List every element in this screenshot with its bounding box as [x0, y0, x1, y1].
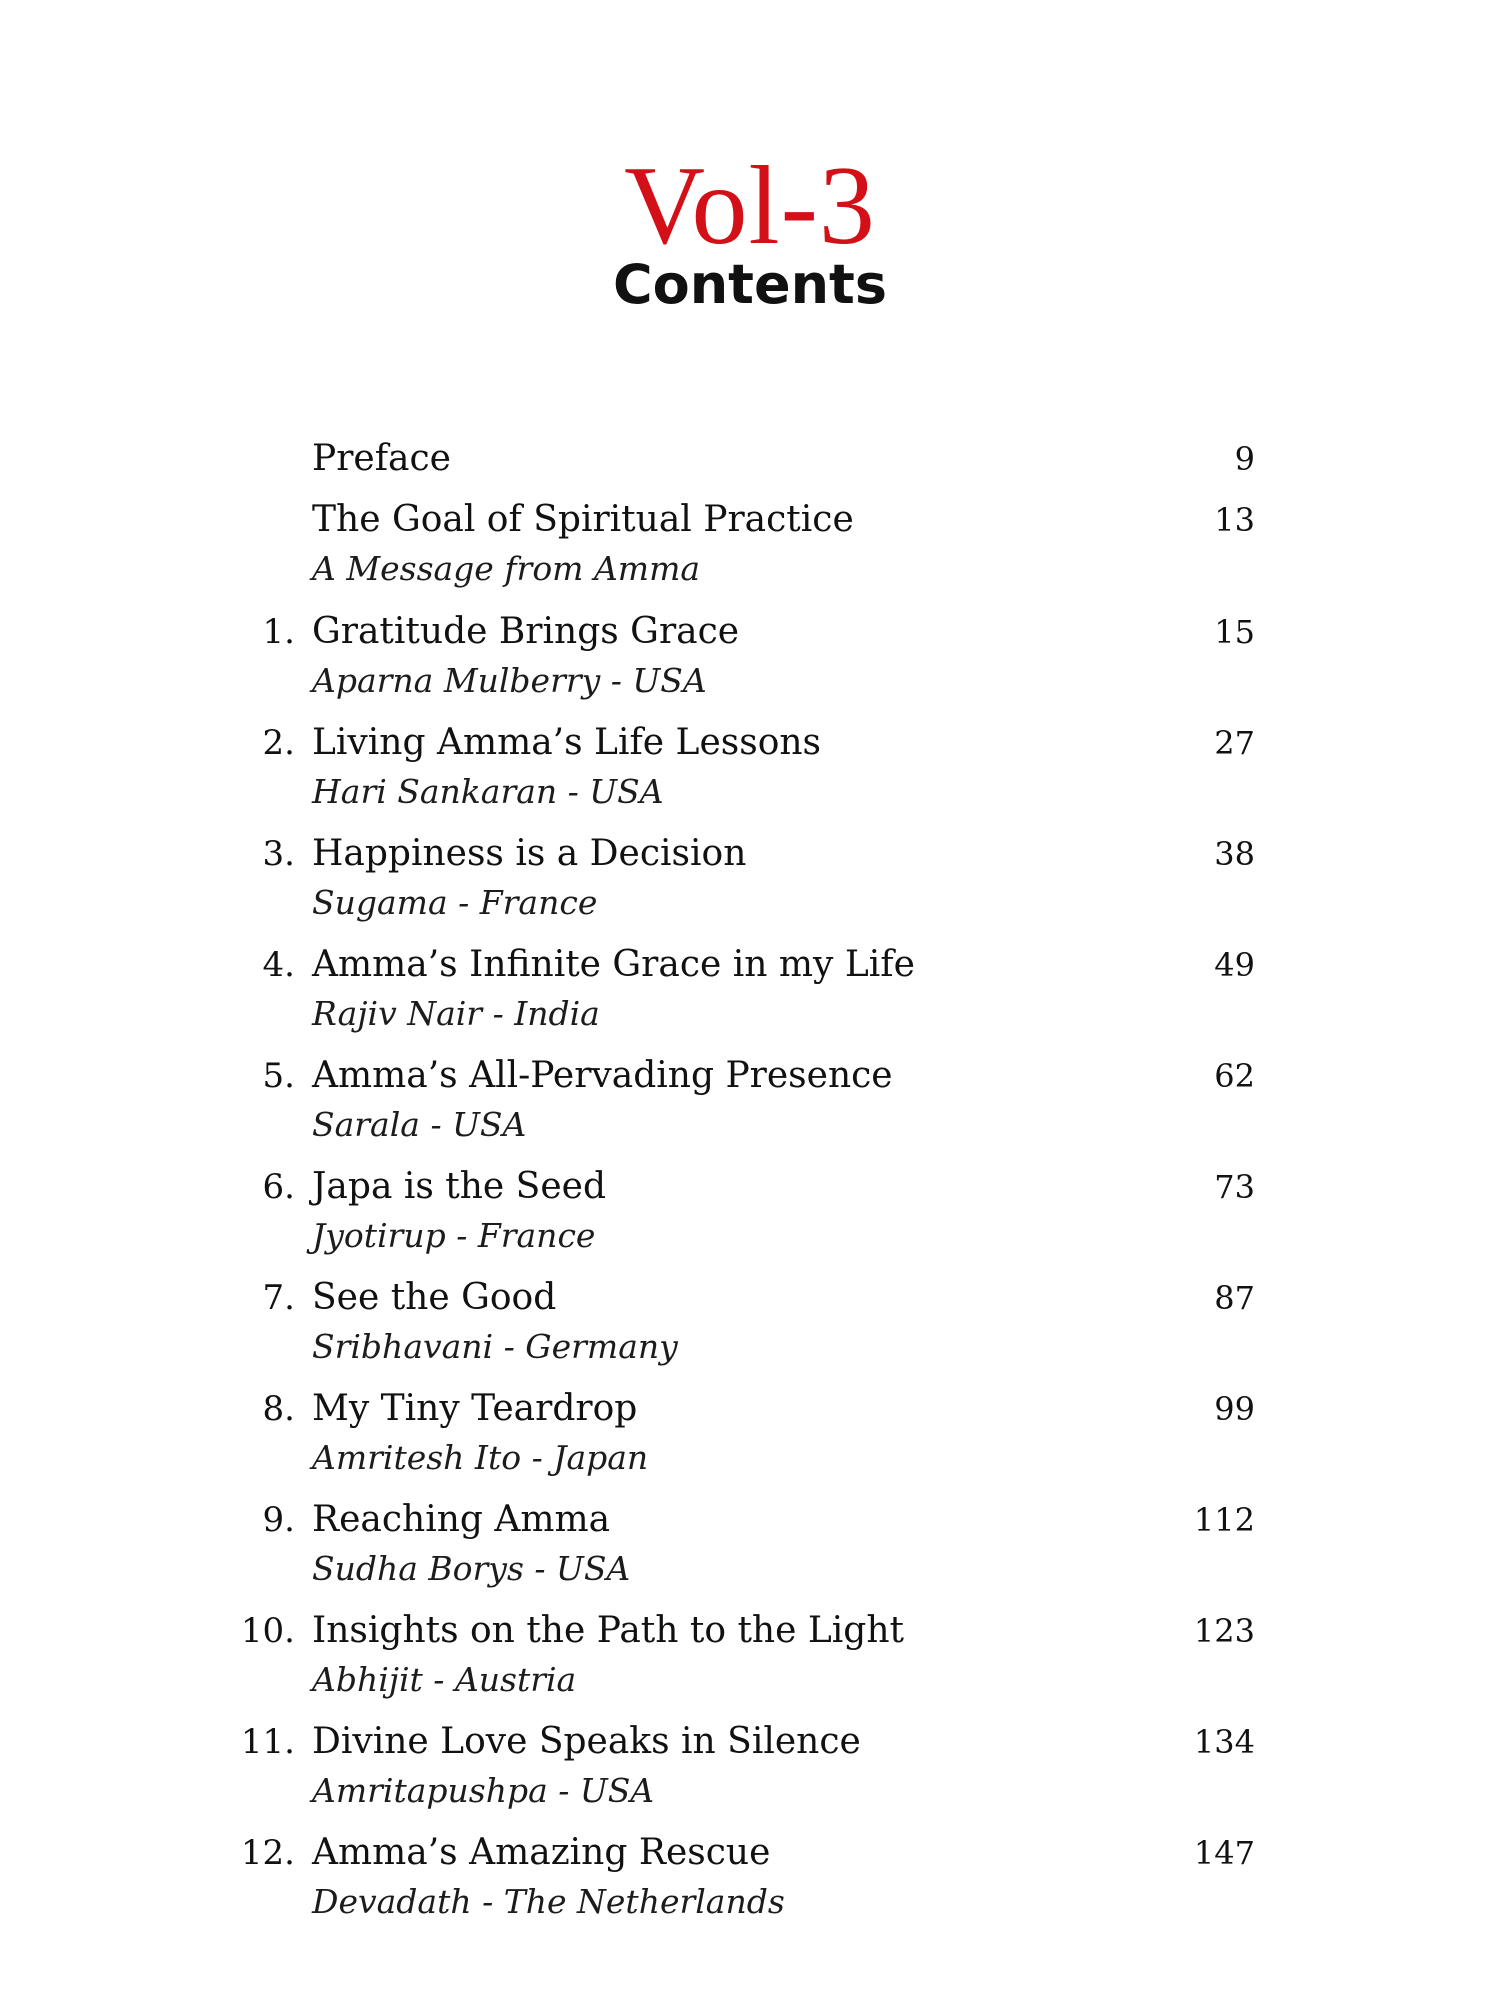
volume-title: Vol-3 [624, 144, 876, 268]
entry-page-number: 134 [1193, 1723, 1255, 1761]
contents-heading: Contents [612, 253, 887, 316]
entry-title[interactable]: Divine Love Speaks in Silence [312, 1721, 861, 1762]
entry-author: Hari Sankaran - USA [312, 772, 664, 811]
entry-page-number: 147 [1193, 1834, 1255, 1872]
entry-page-number: 87 [1214, 1279, 1255, 1317]
entry-title[interactable]: See the Good [312, 1277, 557, 1318]
entry-page-number: 99 [1214, 1390, 1255, 1428]
entry-number: 11. [240, 1722, 295, 1762]
entry-title[interactable]: My Tiny Teardrop [312, 1388, 638, 1429]
entry-page-number: 73 [1214, 1168, 1255, 1206]
entry-page-number: 49 [1214, 946, 1255, 984]
entry-number: 1. [262, 612, 295, 652]
entry-title[interactable]: The Goal of Spiritual Practice [312, 499, 854, 540]
entry-number: 9. [262, 1500, 295, 1540]
entry-title[interactable]: Amma’s Infinite Grace in my Life [312, 944, 915, 985]
entry-title[interactable]: Japa is the Seed [312, 1166, 606, 1207]
entry-number: 5. [262, 1056, 295, 1096]
entry-author: Amritesh Ito - Japan [312, 1438, 649, 1477]
entry-author: Jyotirup - France [312, 1216, 596, 1255]
entry-author: Rajiv Nair - India [312, 994, 600, 1033]
entry-page-number: 9 [1234, 440, 1255, 478]
entry-title[interactable]: Gratitude Brings Grace [312, 611, 740, 652]
entry-title[interactable]: Amma’s All-Pervading Presence [312, 1055, 893, 1096]
entry-page-number: 112 [1193, 1501, 1255, 1539]
entry-author: Sribhavani - Germany [312, 1327, 678, 1366]
entry-author: Sugama - France [312, 883, 598, 922]
entry-author: Sarala - USA [312, 1105, 527, 1144]
entry-title[interactable]: Amma’s Amazing Rescue [312, 1832, 771, 1873]
entry-page-number: 123 [1193, 1612, 1255, 1650]
entry-number: 2. [262, 723, 295, 763]
entry-page-number: 27 [1214, 724, 1255, 762]
entry-number: 8. [262, 1389, 295, 1429]
entry-page-number: 15 [1214, 613, 1255, 651]
entry-author: A Message from Amma [312, 549, 701, 588]
entry-page-number: 38 [1214, 835, 1255, 873]
entry-title[interactable]: Preface [312, 438, 451, 479]
entry-number: 3. [262, 834, 295, 874]
entry-page-number: 13 [1214, 501, 1255, 539]
entry-author: Aparna Mulberry - USA [312, 661, 707, 700]
entry-author: Sudha Borys - USA [312, 1549, 631, 1588]
entry-page-number: 62 [1214, 1057, 1255, 1095]
entry-number: 12. [240, 1833, 295, 1873]
entry-number: 7. [262, 1278, 295, 1318]
entry-number: 10. [240, 1611, 295, 1651]
entry-author: Abhijit - Austria [312, 1660, 577, 1699]
entry-author: Devadath - The Netherlands [312, 1882, 785, 1921]
entry-number: 6. [262, 1167, 295, 1207]
entry-title[interactable]: Insights on the Path to the Light [312, 1610, 904, 1651]
entry-number: 4. [262, 945, 295, 985]
entry-title[interactable]: Happiness is a Decision [312, 833, 747, 874]
entry-title[interactable]: Reaching Amma [312, 1499, 611, 1540]
entry-author: Amritapushpa - USA [312, 1771, 655, 1810]
entry-title[interactable]: Living Amma’s Life Lessons [312, 722, 822, 763]
